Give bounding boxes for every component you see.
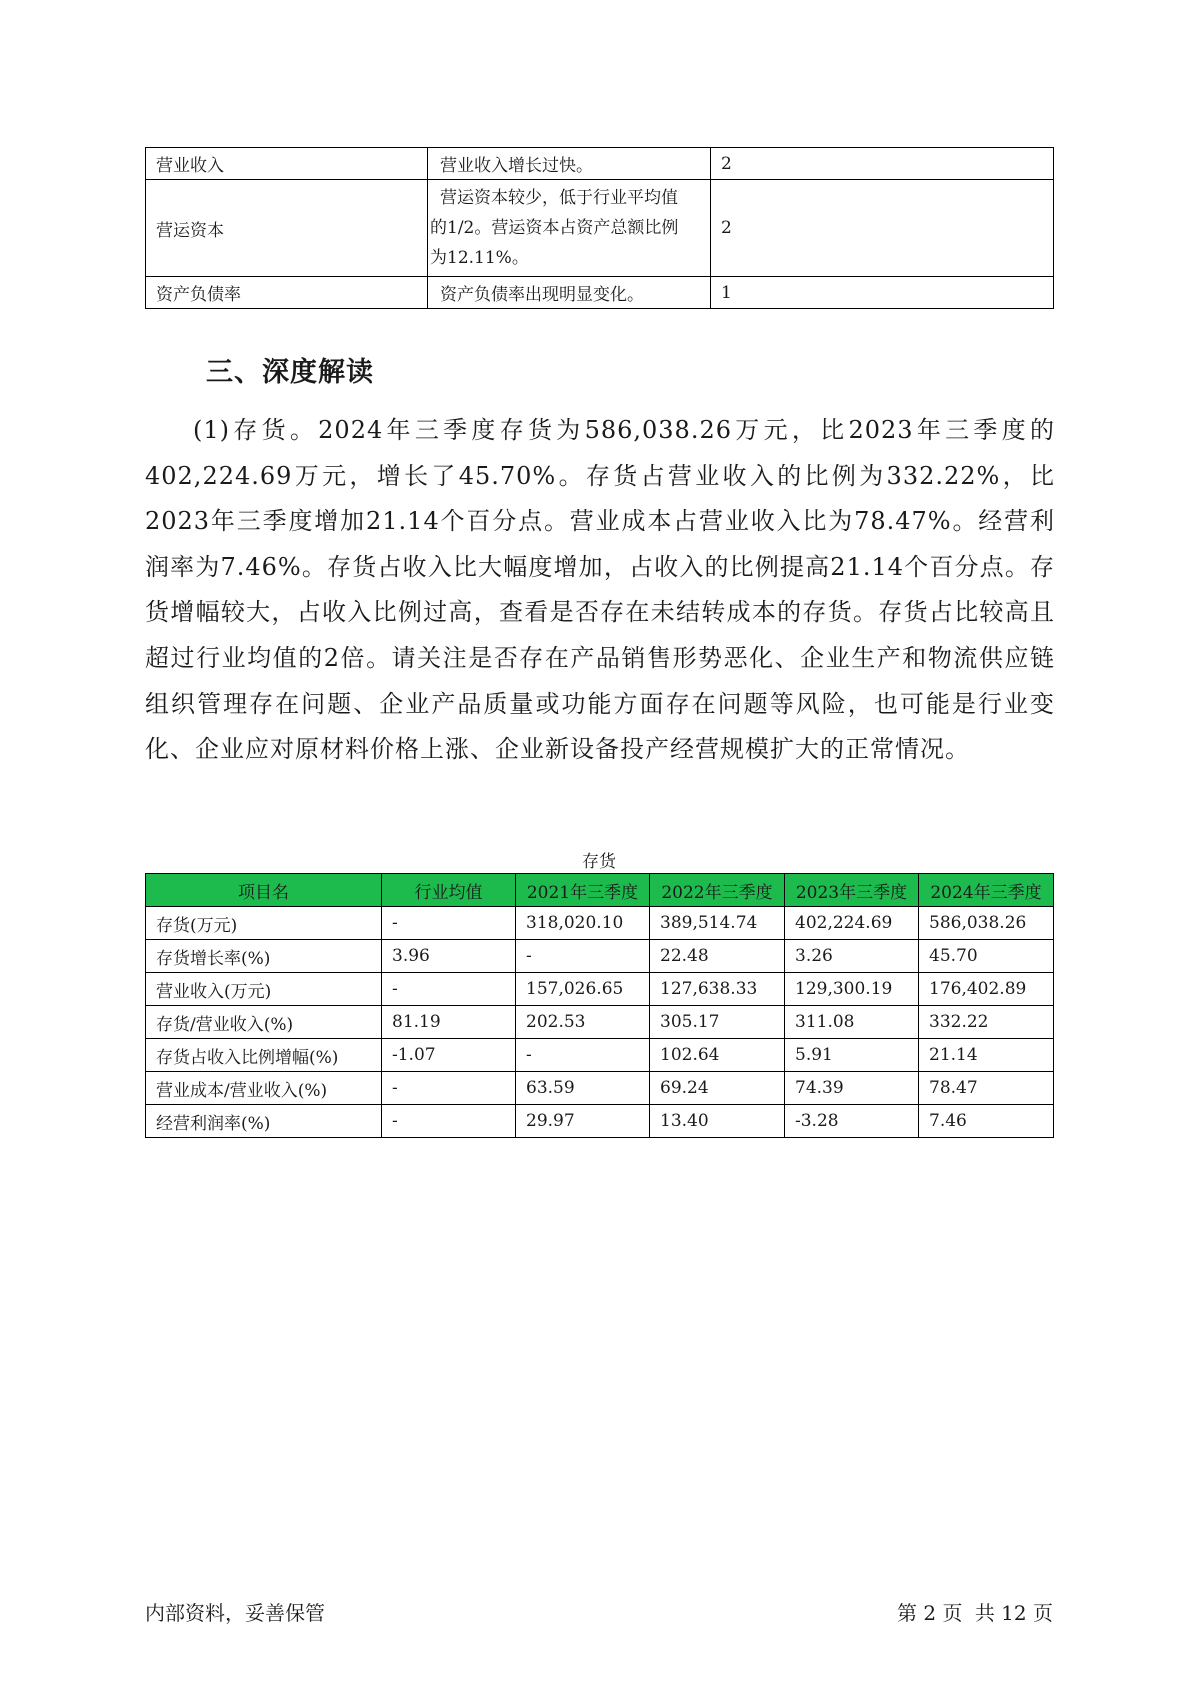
table-cell: 5.91 [785,1039,919,1072]
row-label: 存货(万元) [146,907,382,940]
table-cell: -1.07 [382,1039,516,1072]
table-row [146,1072,1054,1105]
table-row [146,1039,1054,1072]
current-page: 第 2 页 [897,1601,963,1625]
table-cell: 63.59 [516,1072,650,1105]
risk-item: 资产负债率 [146,277,428,309]
page-number [891,1597,1053,1626]
table-cell: 127,638.33 [650,973,785,1006]
risk-score: 2 [711,148,1054,180]
row-label: 存货/营业收入(%) [146,1006,382,1039]
table-cell: - [382,1072,516,1105]
table-cell: 157,026.65 [516,973,650,1006]
table-cell: 3.26 [785,940,919,973]
table-cell: 311.08 [785,1006,919,1039]
analysis-paragraph: (1)存货。2024年三季度存货为586,038.26万元，比2023年三季度的402,224.69万元，增长了45.70%。存货占营业收入的比例为332.22%，比2023年三季度增加21.14个百分点。营业成本占营业收入比为78.47%。经营利润率为7.46%。存货占收入比大幅度增加，占收入的比例提高21.14个百分点。存货增幅较大，占收入比例过高，查看是否存在未结转成本的存货。存货占比较高且超过行业均值的2倍。请关注是否存在产品销售形势恶化、企业生产和物流供应链组织管理存在问题、企业产品质量或功能方面存在问题等风险，也可能是行业变化、企业应对原材料价格上涨、企业新设备投产经营规模扩大的正常情况。 [145,416,1055,764]
row-label: 营业成本/营业收入(%) [146,1072,382,1105]
column-header: 2021年三季度 [516,874,650,907]
risk-desc-line: 为12.11%。 [430,248,529,268]
table-row [146,277,1054,309]
table-cell: 45.70 [919,940,1054,973]
risk-desc-line: 营运资本较少，低于行业平均值 [440,188,678,208]
table-cell: 586,038.26 [919,907,1054,940]
column-header: 2023年三季度 [785,874,919,907]
table-row [146,148,1054,180]
risk-desc: 资产负债率出现明显变化。 [428,277,711,309]
table-cell: - [516,940,650,973]
table-cell: 7.46 [919,1105,1054,1138]
table-cell: - [382,907,516,940]
table-cell: 102.64 [650,1039,785,1072]
column-header: 项目名 [146,874,382,907]
risk-score: 2 [711,180,1054,277]
risk-table [145,147,1054,309]
risk-score: 1 [711,277,1054,309]
table-cell: - [516,1039,650,1072]
table-cell: 318,020.10 [516,907,650,940]
table-row [146,973,1054,1006]
table-row [146,1006,1054,1039]
row-label: 经营利润率(%) [146,1105,382,1138]
table-cell: 29.97 [516,1105,650,1138]
table-cell: 176,402.89 [919,973,1054,1006]
table-cell: 389,514.74 [650,907,785,940]
table-header-row [146,874,1054,907]
table-cell: 3.96 [382,940,516,973]
table-row [146,1105,1054,1138]
table-cell: 202.53 [516,1006,650,1039]
risk-desc: 营业收入增长过快。 [428,148,711,180]
table-cell: 305.17 [650,1006,785,1039]
table-cell: 74.39 [785,1072,919,1105]
table-cell: 78.47 [919,1072,1054,1105]
table-cell: 22.48 [650,940,785,973]
table-cell: -3.28 [785,1105,919,1138]
row-label: 存货增长率(%) [146,940,382,973]
inventory-table [145,873,1054,1138]
risk-desc-line: 的1/2。营运资本占资产总额比例 [430,218,679,238]
table-cell: - [382,973,516,1006]
row-label: 营业收入(万元) [146,973,382,1006]
table-row [146,180,1054,277]
column-header: 行业均值 [382,874,516,907]
footer-confidential: 内部资料，妥善保管 [145,1601,325,1625]
table-cell: 69.24 [650,1072,785,1105]
table-caption: 存货 [582,852,616,872]
table-cell: 21.14 [919,1039,1054,1072]
section-heading: 三、深度解读 [206,357,374,388]
column-header: 2024年三季度 [919,874,1054,907]
table-cell: 81.19 [382,1006,516,1039]
risk-item: 营运资本 [146,180,428,277]
risk-desc [428,180,711,277]
table-row [146,907,1054,940]
table-cell: - [382,1105,516,1138]
table-cell: 402,224.69 [785,907,919,940]
table-row [146,940,1054,973]
row-label: 存货占收入比例增幅(%) [146,1039,382,1072]
risk-item: 营业收入 [146,148,428,180]
table-cell: 129,300.19 [785,973,919,1006]
total-pages: 共 12 页 [974,1601,1053,1625]
table-cell: 332.22 [919,1006,1054,1039]
table-cell: 13.40 [650,1105,785,1138]
column-header: 2022年三季度 [650,874,785,907]
